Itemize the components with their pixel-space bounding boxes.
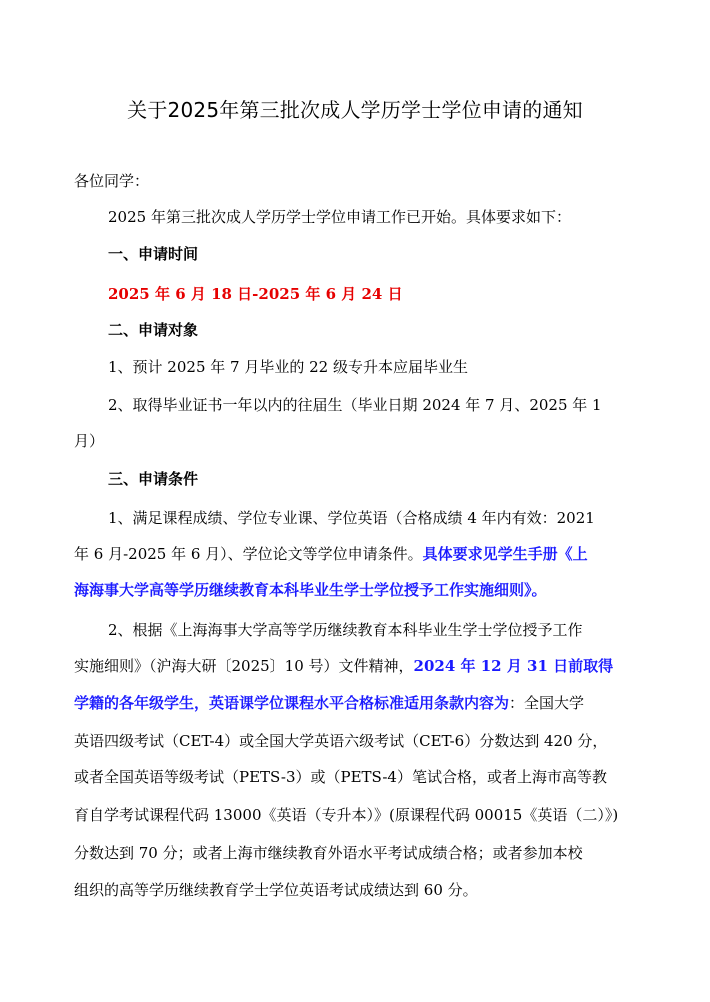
target-item-2-line-1: 2、取得毕业证书一年以内的往届生（毕业日期 2024 年 7 月、2025 年 1 [108, 396, 602, 414]
condition-2-line-6: 育自学考试课程代码 13000《英语（专升本）》(原课程代码 00015《英语（二）》) [74, 806, 619, 824]
english-standard-clause: 学籍的各年级学生，英语课学位课程水平合格标准适用条款内容为 [74, 694, 510, 712]
intro-paragraph: 2025 年第三批次成人学历学士学位申请工作已开始。具体要求如下： [108, 208, 571, 226]
condition-2-line-1: 2、根据《上海海事大学高等学历继续教育本科毕业生学士学位授予工作 [108, 621, 583, 639]
condition-2-line-8: 组织的高等学历继续教育学士学位英语考试成绩达到 60 分。 [74, 881, 478, 899]
greeting: 各位同学： [74, 172, 150, 190]
condition-1-line-2 [74, 544, 588, 564]
enrollment-deadline: 2024 年 12 月 31 日前取得 [413, 657, 614, 675]
condition-1-line-2-text: 年 6 月-2025 年 6 月）、学位论文等学位申请条件。 [74, 545, 423, 563]
condition-1-line-1: 1、满足课程成绩、学位专业课、学位英语（合格成绩 4 年内有效：2021 [108, 509, 595, 527]
condition-2-line-3-text: ：全国大学 [509, 694, 585, 712]
section-heading-time: 一、申请时间 [108, 245, 199, 263]
section-heading-target: 二、申请对象 [108, 321, 199, 339]
target-item-1: 1、预计 2025 年 7 月毕业的 22 级专升本应届毕业生 [108, 358, 468, 376]
condition-2-line-7: 分数达到 70 分；或者上海市继续教育外语水平考试成绩合格；或者参加本校 [74, 844, 583, 862]
condition-2-line-2-text: 实施细则》（沪海大研〔2025〕10 号）文件精神， [74, 657, 414, 675]
condition-2-line-5: 或者全国英语等级考试（PETS-3）或（PETS-4）笔试合格，或者上海市高等教 [74, 768, 607, 786]
condition-2-line-4: 英语四级考试（CET-4）或全国大学英语六级考试（CET-6）分数达到 420 分， [74, 732, 608, 750]
handbook-reference-continued: 海海事大学高等学历继续教育本科毕业生学士学位授予工作实施细则》。 [74, 581, 547, 599]
application-time: 2025 年 6 月 18 日-2025 年 6 月 24 日 [108, 285, 403, 303]
section-heading-conditions: 三、申请条件 [108, 470, 199, 488]
document-title: 关于2025年第三批次成人学历学士学位申请的通知 [127, 98, 583, 122]
handbook-reference: 具体要求见学生手册《上 [422, 545, 588, 563]
target-item-2-line-2: 月） [74, 432, 105, 450]
condition-2-line-2 [74, 656, 613, 676]
condition-2-line-3 [74, 693, 584, 713]
